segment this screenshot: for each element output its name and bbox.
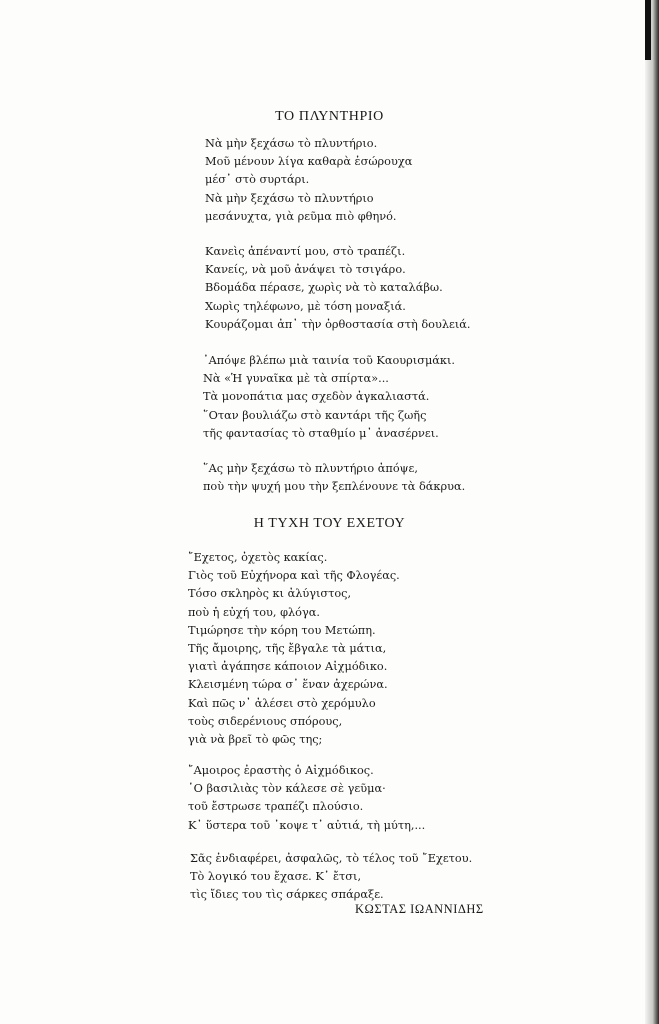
verse-line: γιὰ νὰ βρεῖ τὸ φῶς της; [188, 733, 323, 747]
verse-line: τοῦ ἔστρωσε τραπέζι πλούσιο. [188, 800, 364, 814]
verse-line: Κλεισμένη τώρα σ᾽ ἕναν ἀχερώνα. [188, 678, 388, 692]
verse-line: Νὰ μὴν ξεχάσω τὸ πλυντήριο. [205, 137, 378, 150]
poem1-stanza-4 [203, 460, 465, 496]
verse-line: Τῆς ἄμοιρης, τῆς ἔβγαλε τὰ μάτια, [188, 642, 387, 656]
verse-line: Νὰ «Ἡ γυναῖκα μὲ τὰ σπίρτα»... [203, 372, 389, 386]
verse-line: Γιὸς τοῦ Εὐχήνορα καὶ τῆς Φλογέας. [188, 569, 400, 583]
verse-line: ᾽Απόψε βλέπω μιὰ ταινία τοῦ Καουρισμάκι. [203, 354, 456, 367]
verse-line: Τόσο σκληρὸς κι ἀλύγιστος, [188, 587, 352, 601]
verse-line: Μοῦ μένουν λίγα καθαρὰ ἐσώρουχα [205, 155, 413, 169]
verse-line: Κ᾽ ὕστερα τοῦ ᾽κοψε τ᾽ αὐτιά, τὴ μύτη,... [188, 818, 426, 832]
verse-line: ῞Ας μὴν ξεχάσω τὸ πλυντήριο ἀπόψε, [203, 462, 418, 475]
poem1-stanza-3 [203, 352, 455, 443]
verse-line: τῆς φαντασίας τὸ σταθμίο μ᾽ ἀνασέρνει. [203, 426, 439, 440]
poem1-stanza-1 [205, 135, 412, 226]
poem-title-plyntirio: ΤΟ ΠΛΥΝΤΗΡΙΟ [275, 109, 384, 124]
verse-line: Τιμώρησε τὴν κόρη του Μετώπη. [188, 623, 376, 637]
verse-line: ῎Αμοιρος ἐραστὴς ὁ Αἰχμόδικος. [188, 764, 374, 777]
verse-line: Καὶ πῶς ν᾽ ἀλέσει στὸ χερόμυλο [188, 696, 376, 710]
poem2-stanza-3 [190, 850, 472, 905]
page-binding-edge [645, 0, 659, 1024]
poem1-stanza-2 [205, 243, 471, 334]
verse-line: τοὺς σιδερένιους σπόρους, [188, 714, 343, 728]
verse-line: ποὺ τὴν ψυχή μου τὴν ξεπλένουνε τὰ δάκρυα. [203, 480, 466, 494]
verse-line: ῾Ο βασιλιὰς τὸν κάλεσε σὲ γεῦμα· [188, 782, 386, 796]
verse-line: ῎Εχετος, ὀχετὸς κακίας. [188, 551, 328, 564]
verse-line: Βδομάδα πέρασε, χωρὶς νὰ τὸ καταλάβω. [205, 281, 443, 295]
poem2-stanza-2 [188, 762, 425, 835]
poem-title-tychi-tou-exetou: Η ΤΥΧΗ ΤΟΥ ΕΧΕΤΟΥ [253, 516, 406, 531]
page-corner-shadow [645, 0, 651, 60]
verse-line: Τὸ λογικό του ἔχασε. Κ᾽ ἔτσι, [190, 870, 362, 884]
verse-line: Κουράζομαι ἀπ᾽ τὴν ὀρθοστασία στὴ δουλειά. [205, 317, 471, 331]
verse-line: ποὺ ἡ εὐχή του, φλόγα. [188, 605, 320, 619]
verse-line: ῞Οταν βουλιάζω στὸ καντάρι τῆς ζωῆς [203, 408, 427, 422]
poem2-stanza-1 [188, 549, 400, 749]
verse-line: γιατὶ ἀγάπησε κάποιον Αἰχμόδικο. [188, 660, 388, 674]
verse-line: Νὰ μὴν ξεχάσω τὸ πλυντήριο [205, 191, 374, 205]
verse-line: Τὰ μονοπάτια μας σχεδὸν ἀγκαλιαστά. [203, 390, 430, 404]
verse-line: Κανείς, νὰ μοῦ ἀνάψει τὸ τσιγάρο. [205, 263, 406, 277]
verse-line: μέσ᾽ στὸ συρτάρι. [205, 173, 310, 187]
verse-line: Χωρὶς τηλέφωνο, μὲ τόση μοναξιά. [205, 299, 406, 313]
author-signature: ΚΩΣΤΑΣ ΙΩΑΝΝΙΔΗΣ [355, 902, 484, 916]
verse-line: Σᾶς ἐνδιαφέρει, ἀσφαλῶς, τὸ τέλος τοῦ ῎Εχετου. [190, 852, 473, 865]
verse-line: τὶς ἴδιες του τὶς σάρκες σπάραξε. [190, 888, 384, 902]
verse-line: Κανεὶς ἀπέναντί μου, στὸ τραπέζι. [205, 245, 406, 258]
verse-line: μεσάνυχτα, γιὰ ρεῦμα πιὸ φθηνό. [205, 209, 397, 223]
